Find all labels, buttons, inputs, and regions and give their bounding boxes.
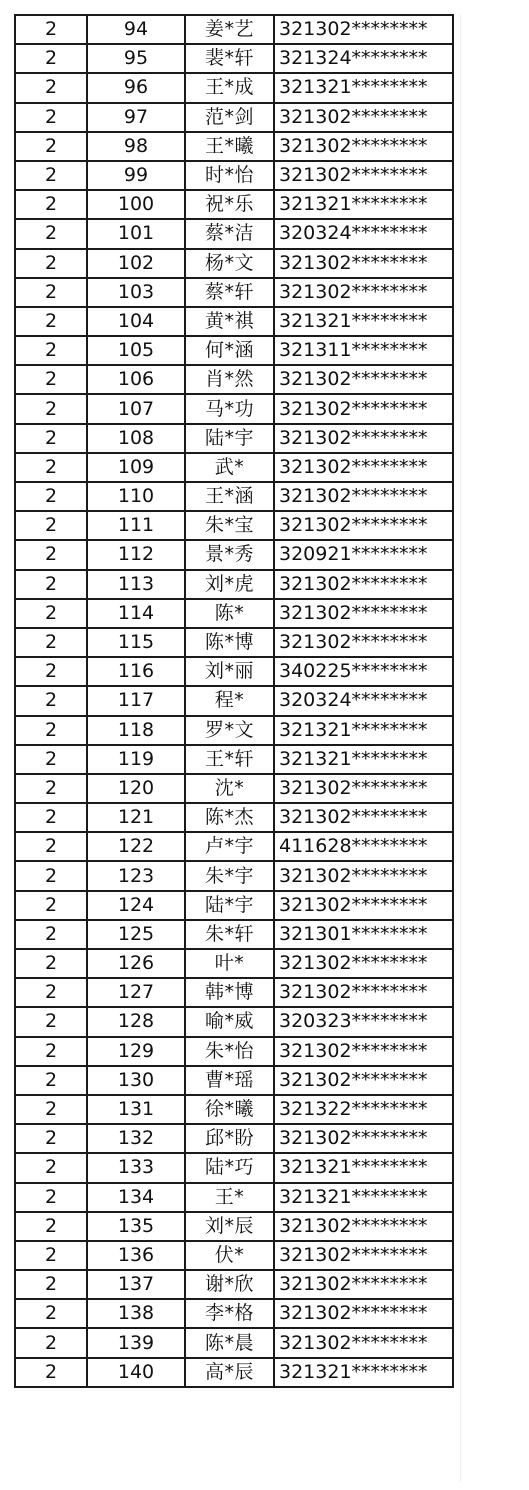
name-cell: 黄*祺 xyxy=(185,307,274,336)
table-row xyxy=(15,803,453,832)
id-number-cell: 320921******** xyxy=(274,540,453,569)
id-number-cell: 320324******** xyxy=(274,219,453,248)
number-cell: 131 xyxy=(87,1095,185,1124)
number-cell: 128 xyxy=(87,1007,185,1036)
name-cell: 蔡*洁 xyxy=(185,219,274,248)
number-cell: 107 xyxy=(87,394,185,423)
table-row xyxy=(15,219,453,248)
id-number-cell: 321321******** xyxy=(274,1358,453,1387)
number-cell: 110 xyxy=(87,482,185,511)
group-cell: 2 xyxy=(15,920,87,949)
id-number-cell: 321302******** xyxy=(274,424,453,453)
id-number-cell: 321302******** xyxy=(274,132,453,161)
group-cell: 2 xyxy=(15,1095,87,1124)
name-cell: 喻*威 xyxy=(185,1007,274,1036)
group-cell: 2 xyxy=(15,774,87,803)
table-row xyxy=(15,978,453,1007)
group-cell: 2 xyxy=(15,394,87,423)
number-cell: 100 xyxy=(87,190,185,219)
number-cell: 101 xyxy=(87,219,185,248)
table-row xyxy=(15,44,453,73)
number-cell: 125 xyxy=(87,920,185,949)
id-number-cell: 321302******** xyxy=(274,1212,453,1241)
number-cell: 104 xyxy=(87,307,185,336)
number-cell: 115 xyxy=(87,628,185,657)
group-cell: 2 xyxy=(15,540,87,569)
cropped-edge xyxy=(460,14,501,1482)
name-cell: 朱*宇 xyxy=(185,861,274,890)
table-row xyxy=(15,190,453,219)
group-cell: 2 xyxy=(15,73,87,102)
group-cell: 2 xyxy=(15,716,87,745)
group-cell: 2 xyxy=(15,453,87,482)
number-cell: 135 xyxy=(87,1212,185,1241)
roster-table-container xyxy=(14,14,454,1388)
id-number-cell: 321302******** xyxy=(274,249,453,278)
table-row xyxy=(15,336,453,365)
group-cell: 2 xyxy=(15,949,87,978)
table-row xyxy=(15,1358,453,1387)
name-cell: 王*成 xyxy=(185,73,274,102)
id-number-cell: 321302******** xyxy=(274,803,453,832)
number-cell: 102 xyxy=(87,249,185,278)
table-row xyxy=(15,891,453,920)
group-cell: 2 xyxy=(15,570,87,599)
id-number-cell: 321302******** xyxy=(274,103,453,132)
group-cell: 2 xyxy=(15,132,87,161)
table-row xyxy=(15,453,453,482)
id-number-cell: 321302******** xyxy=(274,570,453,599)
table-row xyxy=(15,511,453,540)
number-cell: 98 xyxy=(87,132,185,161)
name-cell: 朱*怡 xyxy=(185,1037,274,1066)
name-cell: 肖*然 xyxy=(185,365,274,394)
number-cell: 97 xyxy=(87,103,185,132)
table-row xyxy=(15,73,453,102)
number-cell: 95 xyxy=(87,44,185,73)
table-row xyxy=(15,686,453,715)
name-cell: 刘*丽 xyxy=(185,657,274,686)
table-row xyxy=(15,1270,453,1299)
table-row xyxy=(15,365,453,394)
table-row xyxy=(15,307,453,336)
id-number-cell: 321321******** xyxy=(274,1153,453,1182)
table-row xyxy=(15,161,453,190)
table-row xyxy=(15,1183,453,1212)
number-cell: 103 xyxy=(87,278,185,307)
number-cell: 129 xyxy=(87,1037,185,1066)
id-number-cell: 321321******** xyxy=(274,1183,453,1212)
group-cell: 2 xyxy=(15,103,87,132)
table-row xyxy=(15,774,453,803)
table-row xyxy=(15,424,453,453)
group-cell: 2 xyxy=(15,861,87,890)
name-cell: 陆*巧 xyxy=(185,1153,274,1182)
group-cell: 2 xyxy=(15,1328,87,1357)
group-cell: 2 xyxy=(15,424,87,453)
group-cell: 2 xyxy=(15,511,87,540)
group-cell: 2 xyxy=(15,1007,87,1036)
group-cell: 2 xyxy=(15,219,87,248)
name-cell: 陈*晨 xyxy=(185,1328,274,1357)
number-cell: 96 xyxy=(87,73,185,102)
group-cell: 2 xyxy=(15,249,87,278)
name-cell: 时*怡 xyxy=(185,161,274,190)
table-row xyxy=(15,249,453,278)
table-row xyxy=(15,832,453,861)
group-cell: 2 xyxy=(15,628,87,657)
name-cell: 李*格 xyxy=(185,1299,274,1328)
table-row xyxy=(15,861,453,890)
group-cell: 2 xyxy=(15,1066,87,1095)
name-cell: 何*涵 xyxy=(185,336,274,365)
group-cell: 2 xyxy=(15,1299,87,1328)
table-row xyxy=(15,1095,453,1124)
group-cell: 2 xyxy=(15,803,87,832)
name-cell: 韩*博 xyxy=(185,978,274,1007)
id-number-cell: 321302******** xyxy=(274,891,453,920)
group-cell: 2 xyxy=(15,686,87,715)
name-cell: 王*涵 xyxy=(185,482,274,511)
group-cell: 2 xyxy=(15,599,87,628)
roster-table-body xyxy=(15,15,453,1387)
id-number-cell: 321302******** xyxy=(274,1124,453,1153)
name-cell: 朱*轩 xyxy=(185,920,274,949)
number-cell: 136 xyxy=(87,1241,185,1270)
name-cell: 王*曦 xyxy=(185,132,274,161)
cropped-right-margin xyxy=(460,0,529,1490)
id-number-cell: 321302******** xyxy=(274,511,453,540)
roster-table xyxy=(14,14,454,1388)
group-cell: 2 xyxy=(15,1037,87,1066)
id-number-cell: 321302******** xyxy=(274,1037,453,1066)
table-row xyxy=(15,1007,453,1036)
name-cell: 祝*乐 xyxy=(185,190,274,219)
table-row xyxy=(15,657,453,686)
group-cell: 2 xyxy=(15,745,87,774)
number-cell: 127 xyxy=(87,978,185,1007)
name-cell: 马*功 xyxy=(185,394,274,423)
name-cell: 武* xyxy=(185,453,274,482)
group-cell: 2 xyxy=(15,190,87,219)
id-number-cell: 321321******** xyxy=(274,716,453,745)
table-row xyxy=(15,1066,453,1095)
id-number-cell: 321302******** xyxy=(274,774,453,803)
number-cell: 137 xyxy=(87,1270,185,1299)
number-cell: 139 xyxy=(87,1328,185,1357)
name-cell: 邱*盼 xyxy=(185,1124,274,1153)
number-cell: 134 xyxy=(87,1183,185,1212)
name-cell: 叶* xyxy=(185,949,274,978)
id-number-cell: 321302******** xyxy=(274,482,453,511)
id-number-cell: 321302******** xyxy=(274,628,453,657)
group-cell: 2 xyxy=(15,1124,87,1153)
number-cell: 108 xyxy=(87,424,185,453)
number-cell: 119 xyxy=(87,745,185,774)
group-cell: 2 xyxy=(15,657,87,686)
id-number-cell: 321302******** xyxy=(274,1241,453,1270)
name-cell: 刘*辰 xyxy=(185,1212,274,1241)
id-number-cell: 321322******** xyxy=(274,1095,453,1124)
name-cell: 王* xyxy=(185,1183,274,1212)
name-cell: 景*秀 xyxy=(185,540,274,569)
table-row xyxy=(15,745,453,774)
id-number-cell: 411628******** xyxy=(274,832,453,861)
number-cell: 124 xyxy=(87,891,185,920)
group-cell: 2 xyxy=(15,336,87,365)
number-cell: 105 xyxy=(87,336,185,365)
number-cell: 133 xyxy=(87,1153,185,1182)
number-cell: 118 xyxy=(87,716,185,745)
number-cell: 140 xyxy=(87,1358,185,1387)
id-number-cell: 321302******** xyxy=(274,1270,453,1299)
id-number-cell: 321321******** xyxy=(274,307,453,336)
table-row xyxy=(15,278,453,307)
group-cell: 2 xyxy=(15,891,87,920)
group-cell: 2 xyxy=(15,1270,87,1299)
id-number-cell: 321302******** xyxy=(274,978,453,1007)
number-cell: 138 xyxy=(87,1299,185,1328)
group-cell: 2 xyxy=(15,1183,87,1212)
id-number-cell: 321321******** xyxy=(274,745,453,774)
id-number-cell: 321302******** xyxy=(274,1299,453,1328)
table-row xyxy=(15,1299,453,1328)
id-number-cell: 320323******** xyxy=(274,1007,453,1036)
table-row xyxy=(15,949,453,978)
id-number-cell: 321302******** xyxy=(274,861,453,890)
table-row xyxy=(15,920,453,949)
name-cell: 伏* xyxy=(185,1241,274,1270)
table-row xyxy=(15,716,453,745)
id-number-cell: 321321******** xyxy=(274,73,453,102)
id-number-cell: 321302******** xyxy=(274,365,453,394)
name-cell: 陈*博 xyxy=(185,628,274,657)
number-cell: 126 xyxy=(87,949,185,978)
id-number-cell: 340225******** xyxy=(274,657,453,686)
table-row xyxy=(15,132,453,161)
id-number-cell: 321324******** xyxy=(274,44,453,73)
group-cell: 2 xyxy=(15,1212,87,1241)
table-row xyxy=(15,599,453,628)
number-cell: 121 xyxy=(87,803,185,832)
id-number-cell: 321302******** xyxy=(274,1066,453,1095)
name-cell: 卢*宇 xyxy=(185,832,274,861)
name-cell: 朱*宝 xyxy=(185,511,274,540)
group-cell: 2 xyxy=(15,978,87,1007)
table-row xyxy=(15,1037,453,1066)
number-cell: 113 xyxy=(87,570,185,599)
id-number-cell: 321302******** xyxy=(274,949,453,978)
table-row xyxy=(15,570,453,599)
name-cell: 王*轩 xyxy=(185,745,274,774)
number-cell: 112 xyxy=(87,540,185,569)
name-cell: 陆*宇 xyxy=(185,424,274,453)
id-number-cell: 321302******** xyxy=(274,278,453,307)
name-cell: 刘*虎 xyxy=(185,570,274,599)
name-cell: 陆*宇 xyxy=(185,891,274,920)
number-cell: 132 xyxy=(87,1124,185,1153)
number-cell: 122 xyxy=(87,832,185,861)
name-cell: 程* xyxy=(185,686,274,715)
table-row xyxy=(15,394,453,423)
name-cell: 裴*轩 xyxy=(185,44,274,73)
name-cell: 蔡*轩 xyxy=(185,278,274,307)
table-row xyxy=(15,1241,453,1270)
number-cell: 94 xyxy=(87,15,185,44)
id-number-cell: 321302******** xyxy=(274,1328,453,1357)
name-cell: 罗*文 xyxy=(185,716,274,745)
id-number-cell: 321302******** xyxy=(274,15,453,44)
table-row xyxy=(15,1328,453,1357)
number-cell: 111 xyxy=(87,511,185,540)
number-cell: 114 xyxy=(87,599,185,628)
number-cell: 120 xyxy=(87,774,185,803)
name-cell: 谢*欣 xyxy=(185,1270,274,1299)
name-cell: 范*剑 xyxy=(185,103,274,132)
id-number-cell: 320324******** xyxy=(274,686,453,715)
group-cell: 2 xyxy=(15,44,87,73)
group-cell: 2 xyxy=(15,1241,87,1270)
group-cell: 2 xyxy=(15,1358,87,1387)
number-cell: 117 xyxy=(87,686,185,715)
group-cell: 2 xyxy=(15,482,87,511)
id-number-cell: 321302******** xyxy=(274,161,453,190)
id-number-cell: 321311******** xyxy=(274,336,453,365)
number-cell: 116 xyxy=(87,657,185,686)
id-number-cell: 321302******** xyxy=(274,394,453,423)
table-row xyxy=(15,540,453,569)
table-row xyxy=(15,15,453,44)
name-cell: 徐*曦 xyxy=(185,1095,274,1124)
number-cell: 106 xyxy=(87,365,185,394)
name-cell: 高*辰 xyxy=(185,1358,274,1387)
name-cell: 陈* xyxy=(185,599,274,628)
number-cell: 109 xyxy=(87,453,185,482)
table-row xyxy=(15,628,453,657)
id-number-cell: 321302******** xyxy=(274,453,453,482)
name-cell: 曹*瑶 xyxy=(185,1066,274,1095)
group-cell: 2 xyxy=(15,832,87,861)
group-cell: 2 xyxy=(15,365,87,394)
id-number-cell: 321301******** xyxy=(274,920,453,949)
number-cell: 99 xyxy=(87,161,185,190)
name-cell: 杨*文 xyxy=(185,249,274,278)
number-cell: 130 xyxy=(87,1066,185,1095)
table-row xyxy=(15,103,453,132)
group-cell: 2 xyxy=(15,278,87,307)
id-number-cell: 321321******** xyxy=(274,190,453,219)
id-number-cell: 321302******** xyxy=(274,599,453,628)
group-cell: 2 xyxy=(15,307,87,336)
group-cell: 2 xyxy=(15,1153,87,1182)
number-cell: 123 xyxy=(87,861,185,890)
name-cell: 沈* xyxy=(185,774,274,803)
group-cell: 2 xyxy=(15,15,87,44)
name-cell: 姜*艺 xyxy=(185,15,274,44)
table-row xyxy=(15,1212,453,1241)
group-cell: 2 xyxy=(15,161,87,190)
name-cell: 陈*杰 xyxy=(185,803,274,832)
table-row xyxy=(15,482,453,511)
table-row xyxy=(15,1153,453,1182)
table-row xyxy=(15,1124,453,1153)
